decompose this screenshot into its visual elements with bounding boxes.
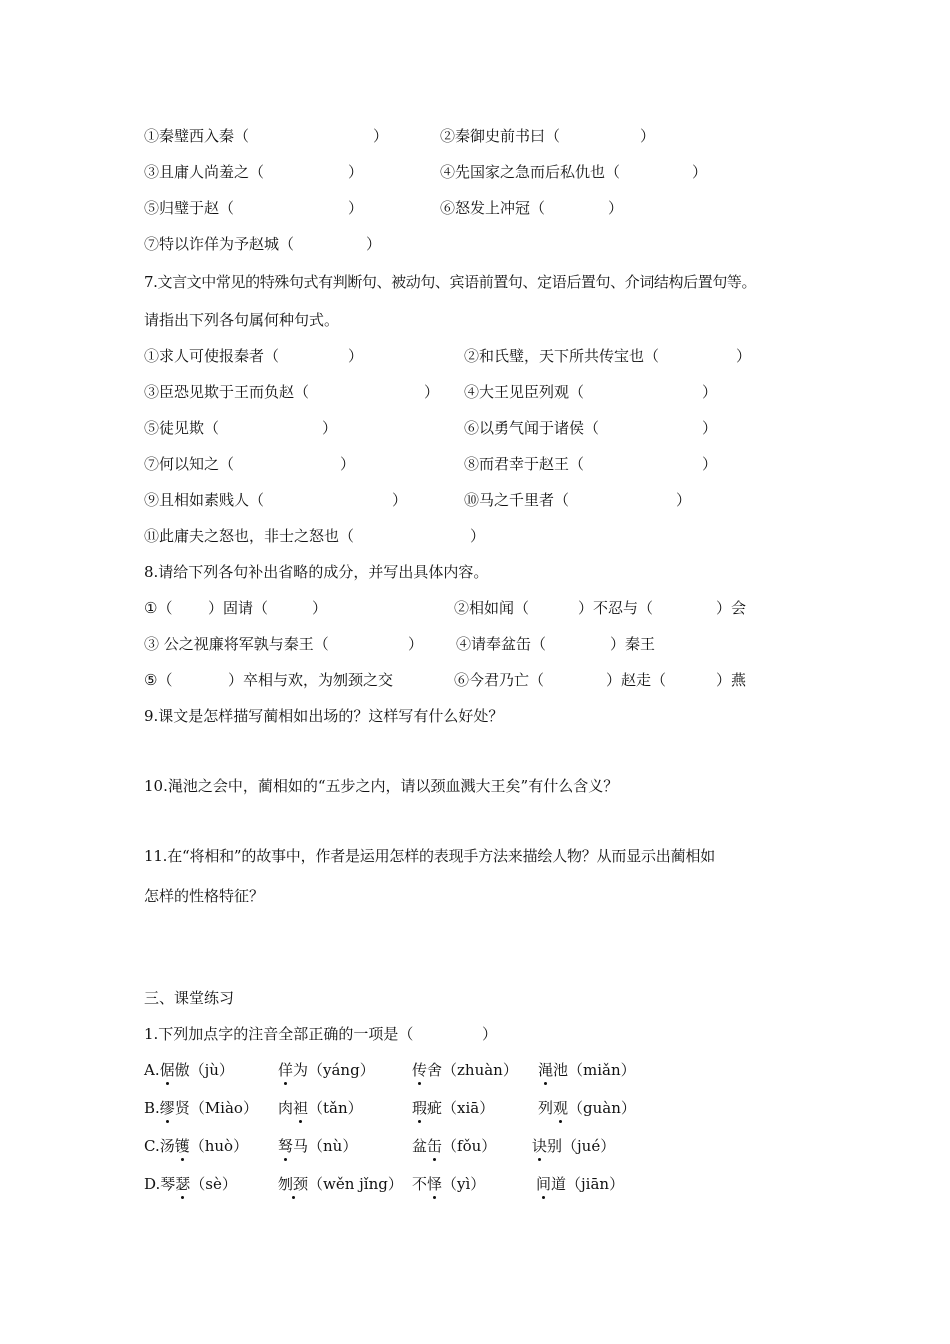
q6-item-4: ④先国家之急而后私仇也（ [440, 163, 621, 181]
q6-item-6-close: ） [608, 199, 624, 217]
dotted-char: 怿 [427, 1175, 443, 1193]
q9-prompt: 9.课文是怎样描写蔺相如出场的？这样写有什么好处？ [144, 707, 504, 725]
q7-item-8-close: ） [702, 455, 718, 473]
option-a-item-1: A.倨傲（jù） [144, 1061, 234, 1079]
q6-item-3-close: ） [348, 163, 364, 181]
q7-item-1-close: ） [348, 347, 364, 365]
dotted-char: 诀 [532, 1137, 548, 1155]
option-b-item-3: 瑕疵（xiā） [412, 1099, 495, 1117]
q7-item-10: ⑩马之千里者（ [464, 491, 570, 509]
q8-item-6-part-3: ）燕 [716, 671, 747, 689]
q8-prompt: 8.请给下列各句补出省略的成分，并写出具体内容。 [144, 563, 489, 581]
q7-item-7-close: ） [340, 455, 356, 473]
dotted-char: 瑕 [412, 1099, 428, 1117]
q7-item-1: ①求人可使报秦者（ [144, 347, 280, 365]
option-d-item-2: 刎颈（wěn jǐng） [278, 1175, 403, 1193]
q6-item-7-close: ） [366, 235, 382, 253]
q6-item-4-close: ） [692, 163, 708, 181]
q6-item-2: ②秦御史前书曰（ [440, 127, 561, 145]
option-b-item-2: 肉袒（tǎn） [278, 1099, 363, 1117]
q11-prompt-line-1: 11.在“将相和”的故事中，作者是运用怎样的表现手方法来描绘人物？从而显示出蔺相如 [144, 847, 715, 865]
option-d-item-3: 不怿（yì） [412, 1175, 486, 1193]
dotted-char: 袒 [293, 1099, 309, 1117]
q7-item-2-close: ） [736, 347, 752, 365]
q10-prompt: 10.渑池之会中，蔺相如的“五步之内，请以颈血溅大王矣”有什么含义？ [144, 777, 619, 795]
q7-item-4: ④大王见臣列观（ [464, 383, 585, 401]
q7-item-11: ⑪此庸夫之怒也，非士之怒也（ [144, 527, 355, 545]
q8-item-1-part-1: ①（ [144, 599, 173, 617]
option-c-item-2: 驽马（nù） [278, 1137, 358, 1155]
q8-item-3-part-1: ③ 公之视廉将军孰与秦王（ [144, 635, 329, 653]
q8-item-5-part-2: ）卒相与欢，为刎颈之交 [228, 671, 394, 689]
option-b-item-4: 列观（guàn） [538, 1099, 636, 1117]
dotted-char: 驽 [278, 1137, 294, 1155]
dotted-char: 缶 [427, 1137, 443, 1155]
q6-item-5-close: ） [348, 199, 364, 217]
q7-item-7: ⑦何以知之（ [144, 455, 235, 473]
q8-item-1-part-3: ） [312, 599, 328, 617]
option-a-item-2: 佯为（yáng） [278, 1061, 375, 1079]
option-b-item-1: B.缪贤（Miào） [144, 1099, 258, 1117]
q8-item-3-part-2: ） [408, 635, 424, 653]
q6-item-7: ⑦特以诈佯为予赵城（ [144, 235, 295, 253]
s3-q1-prompt-close: ） [482, 1025, 498, 1043]
q7-item-9-close: ） [392, 491, 408, 509]
q7-item-6-close: ） [702, 419, 718, 437]
q7-item-10-close: ） [676, 491, 692, 509]
q7-prompt-line-1: 7.文言文中常见的特殊句式有判断句、被动句、宾语前置句、定语后置句、介词结构后置句等。 [144, 273, 757, 291]
q7-item-6: ⑥以勇气闻于诸侯（ [464, 419, 600, 437]
q7-item-11-close: ） [470, 527, 486, 545]
q7-item-2: ②和氏璧，天下所共传宝也（ [464, 347, 660, 365]
q8-item-4-part-1: ④请奉盆缶（ [456, 635, 547, 653]
option-c-item-1: C.汤镬（huò） [144, 1137, 249, 1155]
q11-prompt-line-2: 怎样的性格特征？ [144, 887, 265, 905]
q8-item-2-part-3: ）会 [716, 599, 747, 617]
dotted-char: 传 [412, 1061, 428, 1079]
q6-item-2-close: ） [640, 127, 656, 145]
q7-item-5-close: ） [322, 419, 338, 437]
option-a-item-4: 渑池（miǎn） [538, 1061, 636, 1079]
q8-item-2-part-1: ②相如闻（ [454, 599, 530, 617]
s3-q1-prompt: 1.下列加点字的注音全部正确的一项是（ [144, 1025, 414, 1043]
dotted-char: 间 [536, 1175, 552, 1193]
option-d-item-1: D.琴瑟（sè） [144, 1175, 237, 1193]
option-d-item-4: 间道（jiān） [536, 1175, 625, 1193]
dotted-char: 瑟 [175, 1175, 191, 1193]
q6-item-1-close: ） [373, 127, 389, 145]
section-3-heading: 三、课堂练习 [144, 989, 235, 1007]
q8-item-6-part-2: ）赵走（ [606, 671, 667, 689]
dotted-char: 刎颈 [278, 1175, 309, 1193]
q8-item-4-part-2: ）秦王 [610, 635, 656, 653]
q6-item-1: ①秦璧西入秦（ [144, 127, 250, 145]
q7-prompt-line-2: 请指出下列各句属何种句式。 [144, 311, 340, 329]
q6-item-6: ⑥怒发上冲冠（ [440, 199, 546, 217]
q7-item-4-close: ） [702, 383, 718, 401]
q6-item-3: ③且庸人尚羞之（ [144, 163, 265, 181]
dotted-char: 佯 [278, 1061, 294, 1079]
q8-item-1-part-2: ）固请（ [208, 599, 269, 617]
option-c-item-4: 诀别（jué） [532, 1137, 616, 1155]
q8-item-5-part-1: ⑤（ [144, 671, 173, 689]
q7-item-3: ③臣恐见欺于王而负赵（ [144, 383, 310, 401]
dotted-char: 缪 [159, 1099, 175, 1117]
q7-item-8: ⑧而君幸于赵王（ [464, 455, 585, 473]
q7-item-3-close: ） [424, 383, 440, 401]
q8-item-6-part-1: ⑥今君乃亡（ [454, 671, 545, 689]
q7-item-9: ⑨且相如素贱人（ [144, 491, 265, 509]
q7-item-5: ⑤徒见欺（ [144, 419, 220, 437]
dotted-char: 观 [553, 1099, 569, 1117]
dotted-char: 倨 [159, 1061, 175, 1079]
q8-item-2-part-2: ）不忍与（ [578, 599, 654, 617]
q6-item-5: ⑤归璧于赵（ [144, 199, 235, 217]
option-c-item-3: 盆缶（fǒu） [412, 1137, 497, 1155]
dotted-char: 渑 [538, 1061, 554, 1079]
option-a-item-3: 传舍（zhuàn） [412, 1061, 518, 1079]
dotted-char: 镬 [174, 1137, 190, 1155]
